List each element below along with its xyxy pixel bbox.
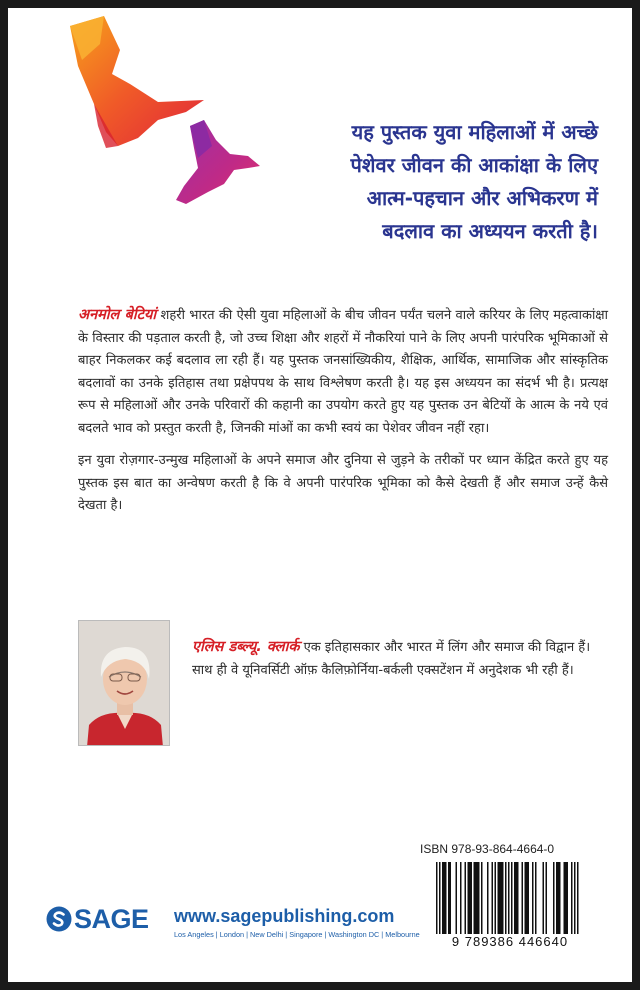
- barcode-bar: [558, 862, 560, 934]
- author-name: एलिस डब्ल्यू. क्लार्क: [192, 639, 300, 655]
- back-cover: [8, 8, 632, 982]
- barcode-bar: [501, 862, 503, 934]
- barcode-bar: [498, 862, 500, 934]
- barcode-bar: [559, 862, 561, 934]
- barcode-bar: [543, 862, 545, 934]
- barcode-bar: [439, 862, 441, 934]
- barcode-bar: [468, 862, 470, 934]
- author-bio: [192, 636, 612, 682]
- barcode-bar: [532, 862, 534, 934]
- barcode-bar: [444, 862, 446, 934]
- barcode-bar: [567, 862, 569, 934]
- publisher-cities: Los Angeles | London | New Delhi | Singapore | Washington DC | Melbourne: [174, 930, 420, 939]
- publisher-url[interactable]: www.sagepublishing.com: [174, 906, 395, 926]
- barcode-bar: [471, 862, 473, 934]
- barcode-bar: [526, 862, 528, 934]
- barcode-bar: [460, 862, 462, 934]
- barcode-bar: [442, 862, 444, 934]
- barcode-bar: [528, 862, 530, 934]
- publisher-name: SAGE: [74, 904, 149, 934]
- barcode-bar: [492, 862, 494, 934]
- book-title: अनमोल बेटियां: [78, 307, 157, 323]
- barcode-bar: [565, 862, 567, 934]
- barcode-bar: [564, 862, 566, 934]
- barcode-bar: [465, 862, 467, 934]
- tagline-line: आत्म-पहचान और अभिकरण में: [366, 186, 598, 210]
- barcode-bar: [535, 862, 537, 934]
- barcode-bar: [450, 862, 452, 934]
- barcode-digits: 9 789386 446640: [451, 934, 569, 949]
- barcode-bar: [556, 862, 558, 934]
- barcode-bar: [514, 862, 516, 934]
- isbn-label: ISBN 978-93-864-4664-0: [420, 842, 555, 856]
- barcode-bar: [499, 862, 501, 934]
- description-text: शहरी भारत की ऐसी युवा महिलाओं के बीच जीवन पर्यंत चलने वाले करियर के लिए महत्वाकांक्षा के विस्तार की पड़ताल करती है, जो उच्च शिक्षा और शहरों में नौकरियां पाने के लिए अपनी पारंपरिक भूमिकाओं से बाहर निकलकर कई बदलाव ला रही हैं। यह पुस्तक जनसांख्यिकीय, शैक्षिक, आर्थिक, सामाजिक और सांस्कृतिक बदलावों का उनके इतिहास तथा प्रक्षेपपथ के साथ विश्लेषण करती है। यह इस अध्ययन का संदर्भ भी है। प्रत्यक्ष रूप से महिलाओं और उनके परिवारों की कहानी का उपयोग करते हुए यह पुस्तक उन बेटियों के आत्म के नये एवं बदलते भाव को प्रस्तुत करती है, जिनकी मांओं का कभी स्वयं का पेशेवर जीवन नहीं रहा।: [78, 308, 608, 436]
- barcode-bar: [487, 862, 489, 934]
- book-description: [78, 304, 608, 528]
- barcode-bar: [474, 862, 476, 934]
- tagline: [238, 116, 598, 248]
- barcode-bar: [525, 862, 527, 934]
- barcode: [420, 860, 600, 934]
- barcode-bar: [574, 862, 576, 934]
- barcode-bar: [445, 862, 447, 934]
- barcode-bar: [469, 862, 471, 934]
- barcode-bar: [511, 862, 513, 934]
- barcode-bar: [456, 862, 458, 934]
- barcode-bar: [505, 862, 507, 934]
- barcode-bar: [478, 862, 480, 934]
- publisher-block: [46, 904, 426, 954]
- barcode-bar: [481, 862, 483, 934]
- tagline-line: पेशेवर जीवन की आकांक्षा के लिए: [350, 153, 598, 177]
- author-photo: [78, 620, 170, 746]
- barcode-bar: [516, 862, 518, 934]
- barcode-bar: [436, 862, 438, 934]
- barcode-bar: [517, 862, 519, 934]
- barcode-bar: [571, 862, 573, 934]
- barcode-bar: [475, 862, 477, 934]
- description-paragraph: इन युवा रोज़गार-उन्मुख महिलाओं के अपने समाज और दुनिया से जुड़ने के तरीकों पर ध्यान केंद्रित करते हुए यह पुस्तक इस बात का अन्वेषण करती है कि वे अपनी पारंपरिक भूमिका को कैसे देखती हैं और समाज उन्हें कैसे देखता है।: [78, 453, 608, 513]
- tagline-line: बदलाव का अध्ययन करती है।: [382, 219, 598, 243]
- sage-logo-icon: [46, 906, 72, 932]
- barcode-bar: [577, 862, 579, 934]
- author-bio-text: एक इतिहासकार और भारत में लिंग और समाज की विद्वान हैं। साथ ही वे यूनिवर्सिटी ऑफ़ कैलिफ़ोर्निया-बर्कली एक्सटेंशन में अनुदेशक भी रही हैं।: [192, 640, 591, 678]
- barcode-bar: [477, 862, 479, 934]
- barcode-bar: [502, 862, 504, 934]
- barcode-bar: [508, 862, 510, 934]
- barcode-bar: [495, 862, 497, 934]
- description-paragraph: [78, 304, 608, 440]
- tagline-line: यह पुस्तक युवा महिलाओं में अच्छे: [351, 120, 598, 144]
- author-portrait-icon: [79, 621, 170, 746]
- barcode-bar: [546, 862, 548, 934]
- barcode-bar: [448, 862, 450, 934]
- barcode-bar: [553, 862, 555, 934]
- orange-bird-icon: [70, 16, 204, 148]
- barcode-bar: [522, 862, 524, 934]
